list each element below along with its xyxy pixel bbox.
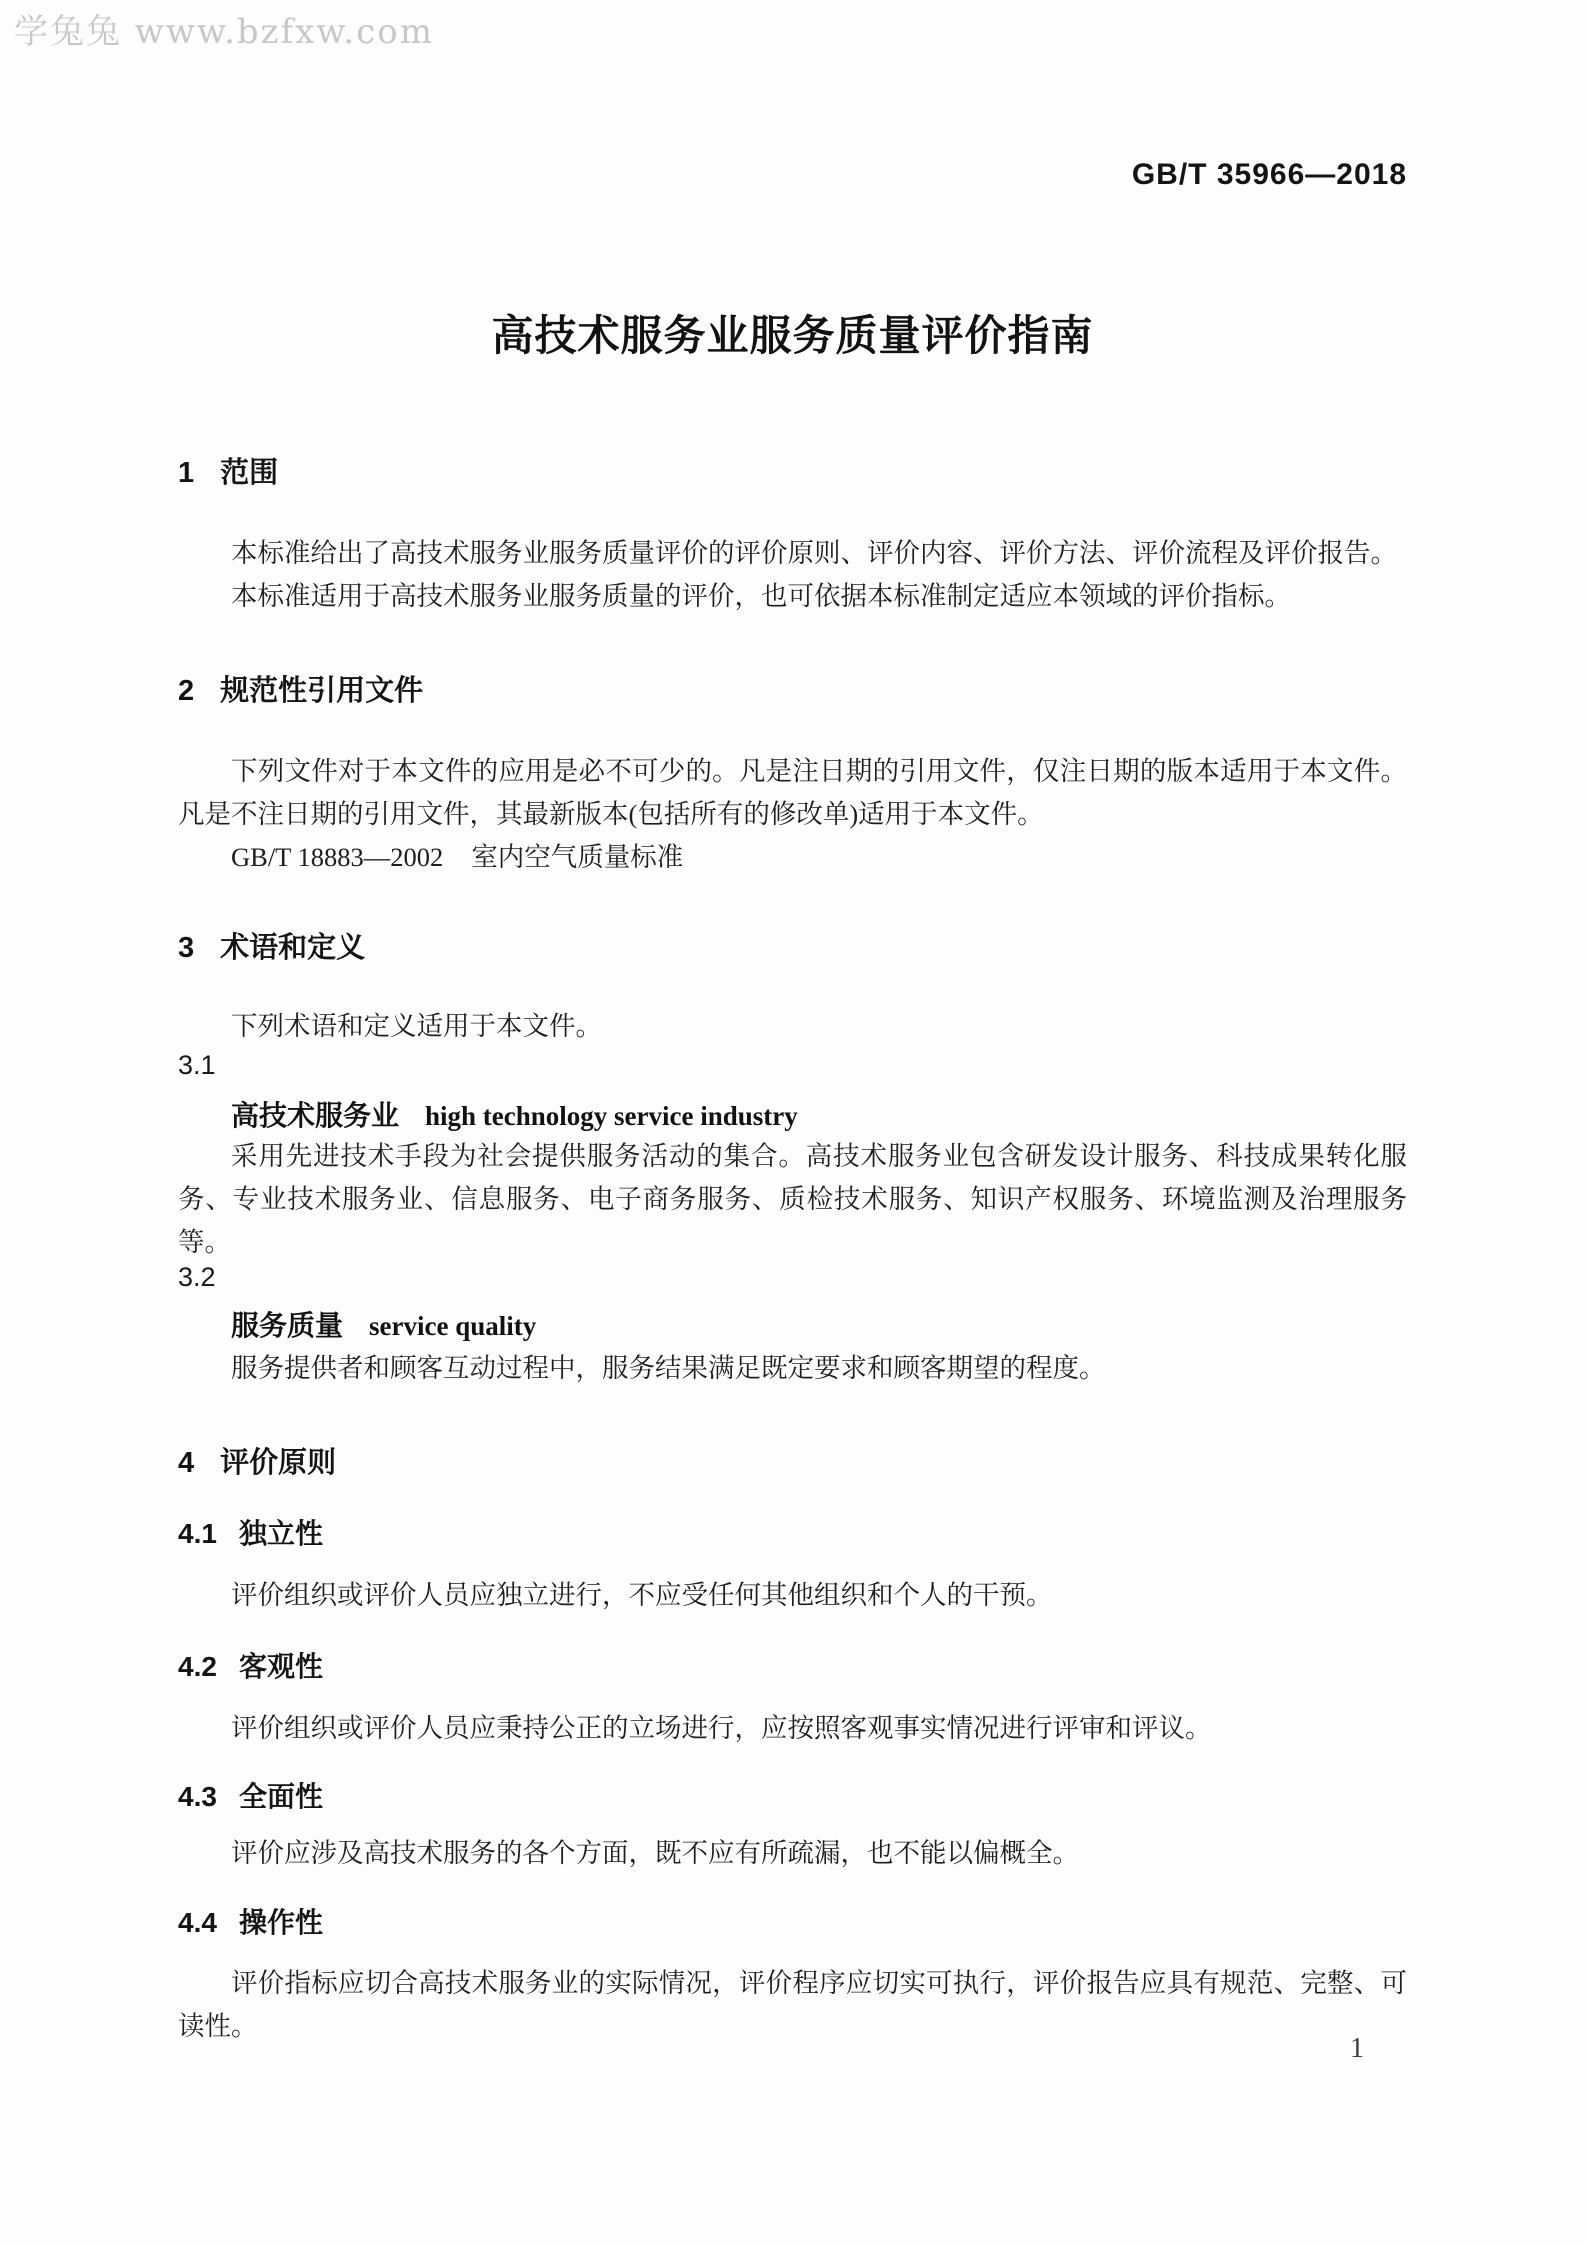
term-2-definition: 服务提供者和顾客互动过程中，服务结果满足既定要求和顾客期望的程度。 <box>231 1353 1106 1383</box>
term-1-number: 3.1 <box>178 1050 216 1080</box>
section-3-intro: 下列术语和定义适用于本文件。 <box>231 1011 602 1041</box>
section-4-4-title: 操作性 <box>238 1907 323 1938</box>
section-4-2-paragraph: 评价组织或评价人员应秉持公正的立场进行，应按照客观事实情况进行评审和评议。 <box>231 1713 1212 1743</box>
section-4-2-number: 4.2 <box>178 1651 217 1682</box>
page-number: 1 <box>1350 2033 1364 2064</box>
term-1-definition: 采用先进技术手段为社会提供服务活动的集合。高技术服务业包含研发设计服务、科技成果转化服务、专业技术服务业、信息服务、电子商务服务、质检技术服务、知识产权服务、环境监测及治理服务等。 <box>178 1141 1407 1257</box>
section-4-3-number: 4.3 <box>178 1781 217 1812</box>
watermark: 学兔兔 www.bzfxw.com <box>14 12 434 52</box>
term-2-number: 3.2 <box>178 1262 216 1292</box>
term-1-line <box>178 1094 1407 1134</box>
section-4-heading <box>178 1440 1407 1481</box>
section-3-title: 术语和定义 <box>220 932 366 964</box>
standard-number: GB/T 35966—2018 <box>1131 158 1407 191</box>
section-1-paragraph-2: 本标准适用于高技术服务业服务质量的评价，也可依据本标准制定适应本领域的评价指标。 <box>231 581 1291 611</box>
section-2-paragraph-1: 下列文件对于本文件的应用是必不可少的。凡是注日期的引用文件，仅注日期的版本适用于本文件。凡是不注日期的引用文件，其最新版本(包括所有的修改单)适用于本文件。 <box>178 756 1407 829</box>
section-4-number: 4 <box>178 1447 195 1479</box>
section-4-1-number: 4.1 <box>178 1518 217 1549</box>
section-2-title: 规范性引用文件 <box>220 675 424 707</box>
term-1-name: 高技术服务业 <box>231 1100 400 1131</box>
section-4-1-paragraph: 评价组织或评价人员应独立进行，不应受任何其他组织和个人的干预。 <box>231 1580 1053 1610</box>
section-4-3-title: 全面性 <box>238 1781 323 1812</box>
term-1-name-english: high technology service industry <box>425 1101 798 1131</box>
section-4-4-paragraph: 评价指标应切合高技术服务业的实际情况，评价程序应切实可执行，评价报告应具有规范、完整、可读性。 <box>178 1968 1407 2041</box>
normative-reference <box>178 835 1407 874</box>
section-4-2-heading <box>178 1645 1407 1685</box>
section-4-3-paragraph: 评价应涉及高技术服务的各个方面，既不应有所疏漏，也不能以偏概全。 <box>231 1838 1079 1868</box>
section-1-heading <box>178 450 1407 491</box>
section-1-paragraph-1: 本标准给出了高技术服务业服务质量评价的评价原则、评价内容、评价方法、评价流程及评价报告。 <box>231 538 1397 568</box>
section-4-1-title: 独立性 <box>238 1518 323 1549</box>
section-4-4-number: 4.4 <box>178 1907 217 1938</box>
term-2-line <box>178 1304 1407 1344</box>
section-2-heading <box>178 668 1407 709</box>
term-2-name-english: service quality <box>369 1311 537 1341</box>
section-3-number: 3 <box>178 932 195 964</box>
section-2-number: 2 <box>178 675 195 707</box>
section-4-3-heading <box>178 1775 1407 1815</box>
section-3-heading <box>178 925 1407 966</box>
document-title: 高技术服务业服务质量评价指南 <box>491 312 1094 359</box>
section-4-4-heading <box>178 1901 1407 1941</box>
section-4-2-title: 客观性 <box>238 1651 323 1682</box>
term-2-name: 服务质量 <box>231 1310 344 1341</box>
section-1-title: 范围 <box>220 457 279 489</box>
section-4-1-heading <box>178 1512 1407 1552</box>
section-1-number: 1 <box>178 457 195 489</box>
reference-title: 室内空气质量标准 <box>471 842 684 872</box>
reference-code: GB/T 18883—2002 <box>231 842 444 872</box>
section-4-title: 评价原则 <box>220 1447 337 1479</box>
